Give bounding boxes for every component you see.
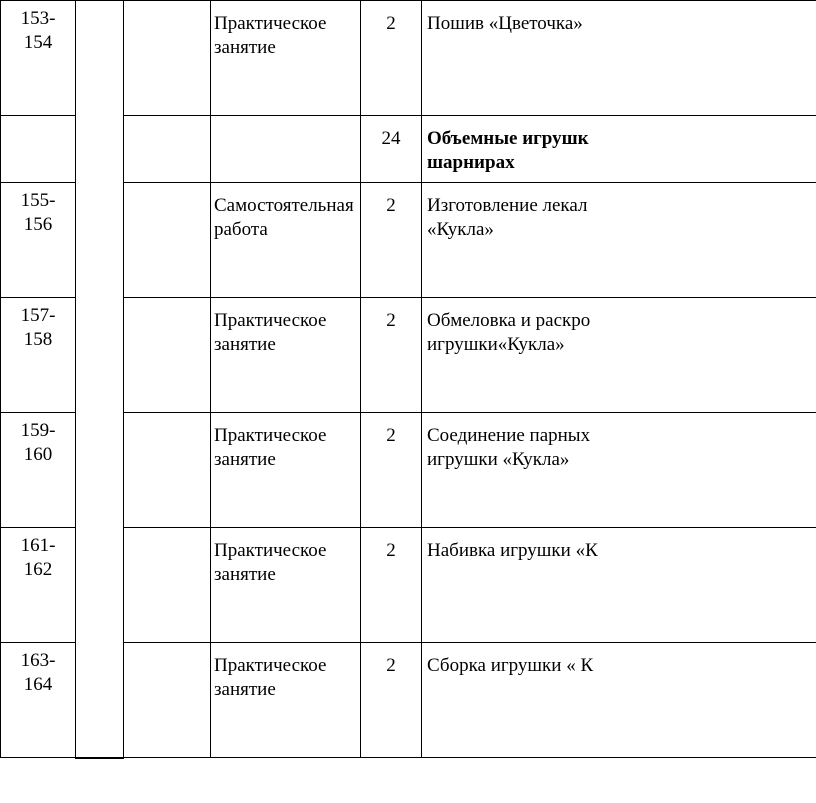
- empty-cell: [124, 528, 211, 643]
- topic-line: Соединение парных: [427, 425, 591, 446]
- table-row: [1, 298, 816, 413]
- lesson-number-end: 164: [23, 674, 53, 695]
- section-topic-cell: [422, 116, 816, 183]
- lesson-number-end: 162: [23, 559, 53, 580]
- hours-cell: 2: [361, 183, 422, 298]
- lesson-type-cell: Самостоятельная работа: [211, 183, 361, 298]
- lesson-number-cell: [1, 1, 76, 116]
- topic-cell: [422, 528, 816, 643]
- topic-line: шарнирах: [427, 152, 515, 173]
- lesson-number-start: 161-: [20, 535, 56, 556]
- topic-line: игрушки«Кукла»: [427, 334, 565, 355]
- lesson-type-cell: Практическое занятие: [211, 413, 361, 528]
- empty-cell: [124, 298, 211, 413]
- merged-empty-cell: [76, 1, 124, 758]
- topic-line: Пошив «Цветочка»: [427, 13, 583, 34]
- empty-cell: [124, 116, 211, 183]
- lesson-type-cell: Практическое занятие: [211, 1, 361, 116]
- lesson-type-cell: Практическое занятие: [211, 528, 361, 643]
- topic-cell: [422, 1, 816, 116]
- lesson-number-cell: [1, 298, 76, 413]
- hours-cell: 2: [361, 528, 422, 643]
- lesson-number-start: 159-: [20, 420, 56, 441]
- empty-cell: [124, 1, 211, 116]
- table-row: [1, 183, 816, 298]
- topic-line: игрушки «Кукла»: [427, 449, 570, 470]
- topic-line: Объемные игрушк: [427, 128, 589, 149]
- lesson-number-start: 157-: [20, 305, 56, 326]
- hours-cell: 2: [361, 1, 422, 116]
- lesson-number-end: 158: [23, 329, 53, 350]
- lesson-number-cell: [1, 643, 76, 758]
- table-row: [1, 528, 816, 643]
- hours-cell: 2: [361, 643, 422, 758]
- lesson-number-start: 153-: [20, 8, 56, 29]
- empty-cell: [124, 643, 211, 758]
- lesson-number-start: 155-: [20, 190, 56, 211]
- lesson-number-end: 160: [23, 444, 53, 465]
- table-row: [1, 643, 816, 758]
- topic-cell: [422, 413, 816, 528]
- lesson-type-cell: Практическое занятие: [211, 298, 361, 413]
- lesson-number-cell: [1, 116, 76, 183]
- table-row: [1, 1, 816, 116]
- lesson-type-cell: [211, 116, 361, 183]
- topic-line: «Кукла»: [427, 219, 494, 240]
- lesson-number-cell: [1, 413, 76, 528]
- topic-cell: [422, 643, 816, 758]
- lesson-type-cell: Практическое занятие: [211, 643, 361, 758]
- empty-cell: [124, 183, 211, 298]
- hours-cell: 2: [361, 298, 422, 413]
- hours-cell: 24: [361, 116, 422, 183]
- topic-line: Изготовление лекал: [427, 195, 588, 216]
- topic-cell: [422, 183, 816, 298]
- table-row: [1, 413, 816, 528]
- lesson-number-end: 156: [23, 214, 53, 235]
- lesson-number-end: 154: [23, 32, 53, 53]
- empty-cell: [124, 413, 211, 528]
- lesson-number-cell: [1, 183, 76, 298]
- topic-line: Сборка игрушки « К: [427, 655, 594, 676]
- topic-cell: [422, 298, 816, 413]
- table-row: [1, 116, 816, 183]
- lesson-number-start: 163-: [20, 650, 56, 671]
- topic-line: Набивка игрушки «К: [427, 540, 598, 561]
- lesson-number-cell: [1, 528, 76, 643]
- hours-cell: 2: [361, 413, 422, 528]
- topic-line: Обмеловка и раскро: [427, 310, 591, 331]
